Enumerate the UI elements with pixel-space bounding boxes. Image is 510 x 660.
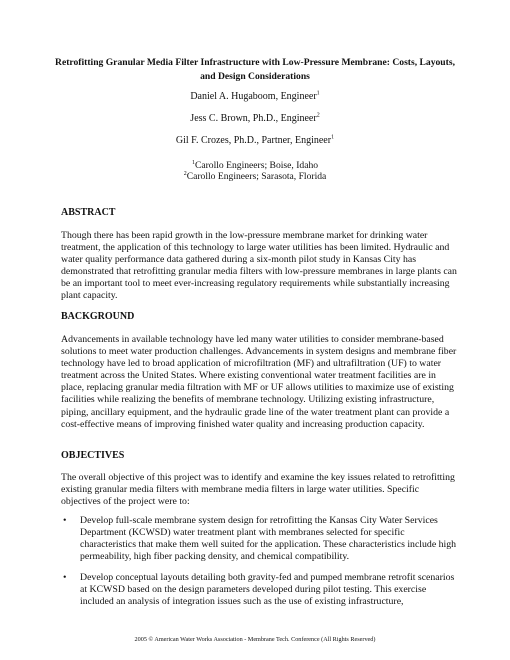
background-text: Advancements in available technology have led many water utilities to consider membrane-based solutions to meet water production challenges. Advancements in system designs and membrane fiber technology have led to broad application of microfiltration (MF) and ultrafiltration (UF) to water treatment across the United States. Where existing conventional water treatment facilities are in place, replacing granular media filtration with MF or UF allows utilities to maximize use of existing facilities while realizing the benefits of membrane technology. Utilizing existing infrastructure, piping, ancillary equipment, and the hydraulic grade line of the water treatment plant can provide a cost-effective means of improving finished water quality and increasing production capacity. <box>61 334 457 430</box>
bullet-icon: • <box>63 515 67 526</box>
background-heading: BACKGROUND <box>61 311 135 322</box>
objectives-heading: OBJECTIVES <box>61 450 125 461</box>
page-footer: 2005 © American Water Works Association - Membrane Tech. Conference (All Rights Reserved) <box>134 636 376 643</box>
author-2: Jess C. Brown, Ph.D., Engineer$^2$ <box>190 112 320 124</box>
affiliations <box>40 160 470 182</box>
author-3: Gil F. Crozes, Ph.D., Partner, Engineer$^1$ <box>175 134 335 146</box>
author-1: Daniel A. Hugaboom, Engineer$^1$ <box>190 90 320 102</box>
paper-title: Retrofitting Granular Media Filter Infrastructure with Low-Pressure Membrane: Costs, Layouts, and Design Considerations <box>55 57 455 82</box>
affiliation-2: $^2$Carollo Engineers; Sarasota, Florida <box>183 170 327 182</box>
affiliation-1: $^1$Carollo Engineers; Boise, Idaho <box>191 159 319 171</box>
objectives-text: The overall objective of this project was to identify and examine the key issues related to retrofitting existing granular media filters with membrane media filters in large water utilities. Specific objectives of the project were to: <box>61 472 455 508</box>
abstract-text: Though there has been rapid growth in the low-pressure membrane market for drinking water treatment, the application of this technology to large water utilities has been limited. Hydraulic and water quality performance data gathered during a six-month pilot study in Kansas City has demonstrated that retrofitting granular media filters with low-pressure membranes in large plants can be an important tool to meet ever-increasing regulatory requirements while substantially increasing plant capacity. <box>61 230 457 302</box>
bullet-icon: • <box>63 572 67 583</box>
document-page: Retrofitting Granular Media Filter Infrastructure with Low-Pressure Membrane: Costs, Layouts, and Design Considerations Daniel A. Hugaboom, Engineer$^1$ Jess C. Brown, Ph.D., Engineer$^2$ Gil F. Crozes, Ph.D., Partner, Engineer$^1$ $^1$Carollo Engineers; Boise, Idaho $^2$Carollo Engineers; Sarasota, Florida ABSTRACT Though there has been rapid growth in the low-pressure membrane market for drinking water treatment, the application of this technology to large water utilities has been limited. Hydraulic and water quality performance data gathered during a six-month pilot study in Kansas City has demonstrated that retrofitting granular media filters with low-pressure membranes in large plants can be an important tool to meet ever-increasing regulatory requirements while substantially increasing plant capacity. BACKGROUND Advancements in available technology have led many water utilities to consider membrane-based solutions to meet water production challenges. Advancements in system designs and membrane fiber technology have led to broad application of microfiltration (MF) and ultrafiltration (UF) to water treatment across the United States. Where existing conventional water treatment facilities are in place, replacing granular media filtration with MF or UF allows utilities to maximize use of existing facilities while realizing the benefits of membrane technology. Utilizing existing infrastructure, piping, ancillary equipment, and the hydraulic grade line of the water treatment plant can provide a cost-effective means of improving finished water quality and increasing production capacity. OBJECTIVES The overall objective of this project was to identify and examine the key issues related to retrofitting existing granular media filters with membrane media filters in large water utilities. Specific objectives of the project were to: • Develop full-scale membrane system design for retrofitting the Kansas City Water Services Department (KCWSD) water treatment plant with membranes selected for specific characteristics that make them well suited for the application. These characteristics include high permeability, high fiber packing density, and chemical compatibility. • Develop conceptual layouts detailing both gravity-fed and pumped membrane retrofit scenarios at KCWSD based on the design parameters developed during pilot testing. This exercise included an analysis of integration issues such as the use of existing infrastructure, 2005 © American Water Works Association - Membrane Tech. Conference (All Rights Reserved) <box>0 0 510 660</box>
abstract-heading: ABSTRACT <box>61 207 116 218</box>
